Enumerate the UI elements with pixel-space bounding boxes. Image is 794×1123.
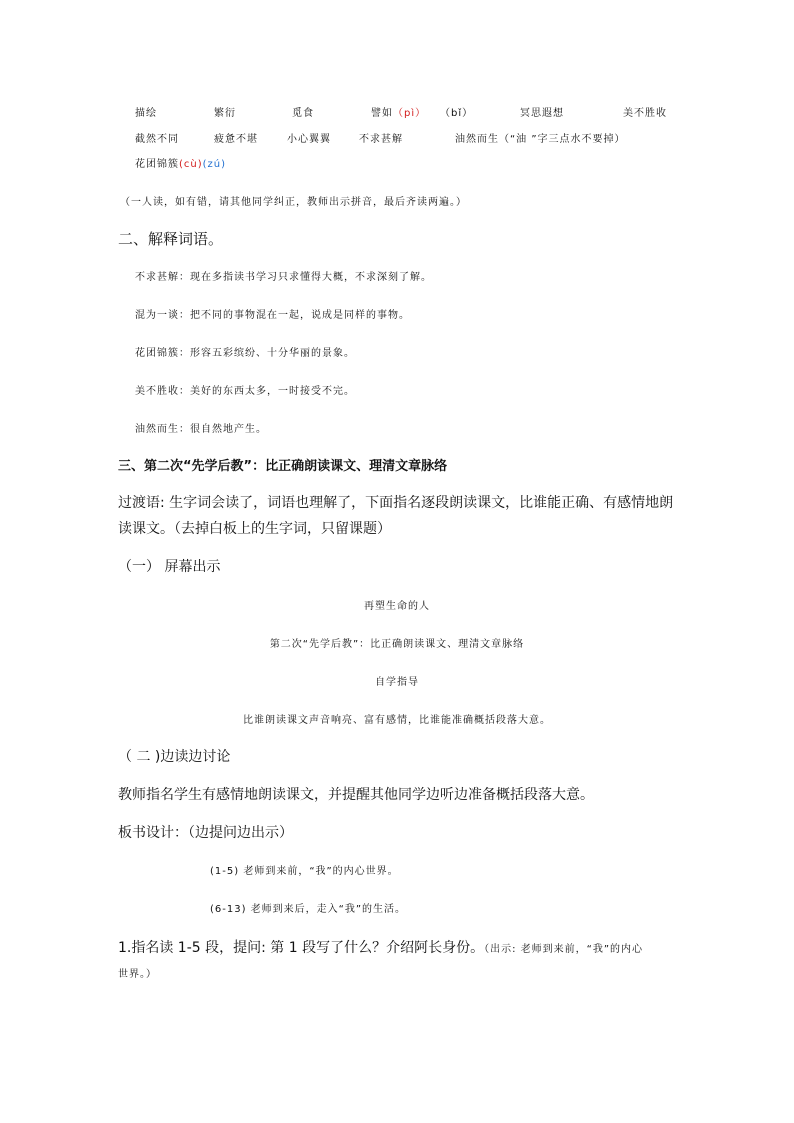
board-line: (6-13) 老师到来后，走入“我”的生活。 <box>210 904 407 915</box>
screen-line: 自学指导 <box>375 677 419 688</box>
section-title: 二、解释词语。 <box>118 230 224 248</box>
definition-item: 混为一谈：把不同的事物混在一起，说成是同样的事物。 <box>135 310 410 321</box>
vocab-word: 截然不同 <box>135 134 179 145</box>
vocab-word: 疲惫不堪 <box>214 134 258 145</box>
definition-item: 油然而生：很自然地产生。 <box>135 424 267 435</box>
section-title: 三、第二次“先学后教”：比正确朗读课文、理清文章脉络 <box>118 459 448 474</box>
vocab-pinyin: （bǐ） <box>440 108 474 119</box>
question-line-cont: 世界。） <box>118 969 157 980</box>
vocab-note: （一人读，如有错，请其他同学纠正，教师出示拼音，最后齐读两遍。） <box>120 197 467 208</box>
screen-line: 比谁朗读课文声音响亮、富有感情，比谁能准确概括段落大意。 <box>243 715 551 726</box>
board-title: 板书设计：（边提问边出示） <box>118 825 293 841</box>
vocab-word: 油然而生（“油 ”字三点水不要掉） <box>455 134 626 145</box>
vocab-word: 不求甚解 <box>359 134 403 145</box>
vocab-word: 描绘 <box>135 108 157 119</box>
vocab-word: 花团锦簇(cù)(zú) <box>135 159 227 170</box>
teacher-text: 教师指名学生有感情地朗读课文，并提醒其他同学边听边准备概括段落大意。 <box>118 787 594 803</box>
pinyin-red: （pì） <box>393 108 427 119</box>
vocab-word: 冥思遐想 <box>520 108 564 119</box>
transition-text: 读课文。（去掉白板上的生字词，只留课题） <box>118 521 391 537</box>
subsection-title: （一） 屏幕出示 <box>118 559 221 575</box>
definition-item: 不求甚解：现在多指读书学习只求懂得大概，不求深刻了解。 <box>135 272 432 283</box>
transition-text: 过渡语: 生字词会读了，词语也理解了，下面指名逐段朗读课文，比谁能正确、有感情地朗 <box>118 495 674 511</box>
board-line: (1-5) 老师到来前，“我”的内心世界。 <box>210 866 399 877</box>
vocab-word: 觅食 <box>292 108 314 119</box>
definition-item: 美不胜收：美好的东西太多，一时接受不完。 <box>135 386 355 397</box>
pinyin-blue: (zú) <box>202 159 227 170</box>
screen-line: 再塑生命的人 <box>364 601 430 612</box>
vocab-word: 譬如（pì） <box>371 108 427 119</box>
question-line: 1.指名读 1-5 段，提问: 第 1 段写了什么？介绍阿长身份。（出示: 老师到来前，“我”的内心 <box>118 940 644 956</box>
screen-line: 第二次“先学后教”：比正确朗读课文、理清文章脉络 <box>269 639 525 650</box>
subsection-title: （ 二 )边读边讨论 <box>118 749 231 765</box>
pinyin-red: (cù) <box>179 159 203 170</box>
vocab-word: 繁衍 <box>214 108 236 119</box>
vocab-word: 美不胜收 <box>623 108 667 119</box>
vocab-word: 小心翼翼 <box>287 134 331 145</box>
definition-item: 花团锦簇：形容五彩缤纷、十分华丽的景象。 <box>135 348 355 359</box>
